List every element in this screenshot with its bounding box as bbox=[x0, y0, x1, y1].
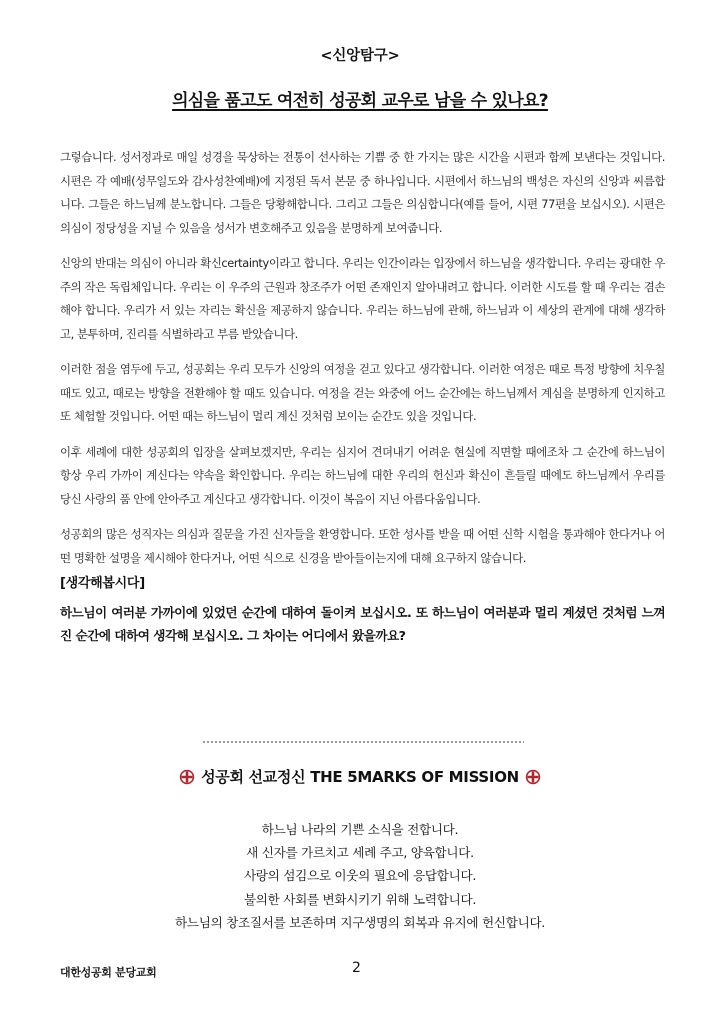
cross-emblem-icon bbox=[525, 769, 541, 785]
reflection-section bbox=[60, 572, 665, 647]
reflection-question: 하느님이 여러분 가까이에 있었던 순간에 대하여 돌이켜 보십시오. 또 하느님이 여러분과 멀리 계셨던 것처럼 느껴진 순간에 대하여 생각해 보십시오. 그 차이는 어디에서 왔을까요? bbox=[60, 605, 665, 643]
paragraph: 성공회의 많은 성직자는 의심과 질문을 가진 신자들을 환영합니다. 또한 성사를 받을 때 어떤 신학 시험을 통과해야 한다거나 어떤 명확한 설명을 제시해야 한다거나, 어떤 식으로 신경을 받아들이는지에 대해 요구하지 않습니다. bbox=[60, 527, 665, 565]
paragraph: 이후 세례에 대한 성공회의 입장을 살펴보겠지만, 우리는 심지어 견뎌내기 어려운 현실에 직면할 때에조차 그 순간에 하느님이 항상 우리 가까이 계신다는 약속을 확인합니다. 우리는 하느님에 대한 우리의 헌신과 확신이 흔들릴 때에도 하느님께서 우리를 당신 사랑의 품 안에 안아주고 계신다고 생각합니다. 이것이 복음이 지닌 아름다움입니다. bbox=[60, 444, 665, 506]
paragraph: 이러한 점을 염두에 두고, 성공회는 우리 모두가 신앙의 여정을 걷고 있다고 생각합니다. 이러한 여정은 때로 특정 방향에 치우칠 때도 있고, 때로는 방향을 전환해야 할 때도 있습니다. 여정을 걷는 와중에 어느 순간에는 하느님께서 계심을 분명하게 인지하고 또 체험할 것입니다. 어떤 때는 하느님이 멀리 계신 것처럼 보이는 순간도 있을 것입니다. bbox=[60, 362, 665, 423]
paragraph: 신앙의 반대는 의심이 아니라 확신certainty이라고 합니다. 우리는 인간이라는 입장에서 하느님을 생각합니다. 우리는 광대한 우주의 작은 독립체입니다. 우리는 이 우주의 근원과 창조주가 어떤 존재인지 알아내려고 합니다. 이러한 시도를 할 때 우리는 겸손해야 합니다. 우리가 서 있는 자리는 확신을 제공하지 않습니다. 우리는 하느님에 관해, 하느님과 이 세상의 관계에 대해 생각하고, 분투하며, 진리를 식별하라고 부름 받았습니다. bbox=[60, 256, 665, 341]
mission-item: 사랑의 섬김으로 이웃의 필요에 응답합니다. bbox=[243, 868, 477, 884]
missions-heading-text: 성공회 선교정신 THE 5MARKS OF MISSION bbox=[201, 768, 519, 786]
mission-item: 불의한 사회를 변화시키기 위해 노력합니다. bbox=[243, 891, 477, 907]
missions-heading bbox=[0, 766, 720, 787]
church-name: 대한성공회 분당교회 bbox=[60, 966, 157, 979]
mission-item: 하느님 나라의 기쁜 소식을 전합니다. bbox=[261, 822, 459, 837]
page-title-text: 의심을 품고도 여전히 성공회 교우로 남을 수 있나요? bbox=[172, 91, 548, 111]
series-label: <신앙탐구> bbox=[320, 48, 400, 64]
reflection-heading: [생각해봅시다] bbox=[60, 576, 145, 591]
page-title bbox=[0, 86, 720, 111]
article-body bbox=[60, 146, 665, 582]
page-number: 2 bbox=[352, 960, 361, 976]
missions-list bbox=[0, 818, 720, 934]
cross-emblem-icon bbox=[179, 769, 195, 785]
paragraph: 그렇습니다. 성서정과로 매일 성경을 묵상하는 전통이 선사하는 기쁨 중 한 가지는 많은 시간을 시편과 함께 보낸다는 것입니다. 시편은 각 예배(성무일도와 감사성찬예배)에 지정된 독서 본문 중 하나입니다. 시편에서 하느님의 백성은 자신의 신앙과 씨름합니다. 그들은 하느님께 분노합니다. 그들은 당황해합니다. 그리고 그들은 의심합니다(예를 들어, 시편 77편을 보십시오). 시편은 의심이 정당성을 지닐 수 있음을 성서가 변호해주고 있음을 분명하게 보여줍니다. bbox=[60, 150, 665, 235]
mission-item: 새 신자를 가르치고 세례 주고, 양육합니다. bbox=[246, 845, 474, 861]
mission-item: 하느님의 창조질서를 보존하며 지구생명의 회복과 유지에 헌신합니다. bbox=[174, 914, 546, 930]
dotted-divider bbox=[202, 740, 524, 745]
